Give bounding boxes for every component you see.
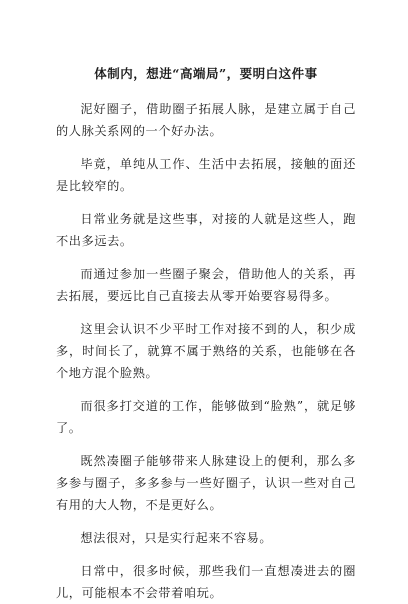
paragraph-7: 既然凑圈子能够带来人脉建设上的便利，那么多多参与圈子，多多参与一些好圈子，认识一些对自己有用的大人物，不是更好么。	[56, 454, 356, 512]
paragraph-3: 日常业务就是这些事，对接的人就是这些人，跑不出多远去。	[56, 212, 356, 248]
paragraph-6: 而很多打交道的工作，能够做到“脸熟”，就足够了。	[56, 399, 356, 435]
paragraph-1: 泥好圈子，借助圈子拓展人脉，是建立属于自己的人脉关系网的一个好办法。	[56, 102, 356, 138]
paragraph-8: 想法很对，只是实行起来不容易。	[80, 531, 273, 545]
paragraph-4: 而通过参加一些圈子聚会，借助他人的关系，再去拓展，要远比自己直接去从零开始要容易得多。	[56, 267, 356, 303]
paragraph-5: 这里会认识不少平时工作对接不到的人，积少成多，时间长了，就算不属于熟络的关系，也能够在各个地方混个脸熟。	[56, 322, 356, 380]
document-title: 体制内，想进“高端局”，要明白这件事	[94, 66, 318, 81]
paragraph-2: 毕竟，单纯从工作、生活中去拓展，接触的面还是比较窄的。	[56, 157, 356, 193]
paragraph-9: 日常中，很多时候，那些我们一直想凑进去的圈儿，可能根本不会带着咱玩。	[56, 564, 356, 600]
